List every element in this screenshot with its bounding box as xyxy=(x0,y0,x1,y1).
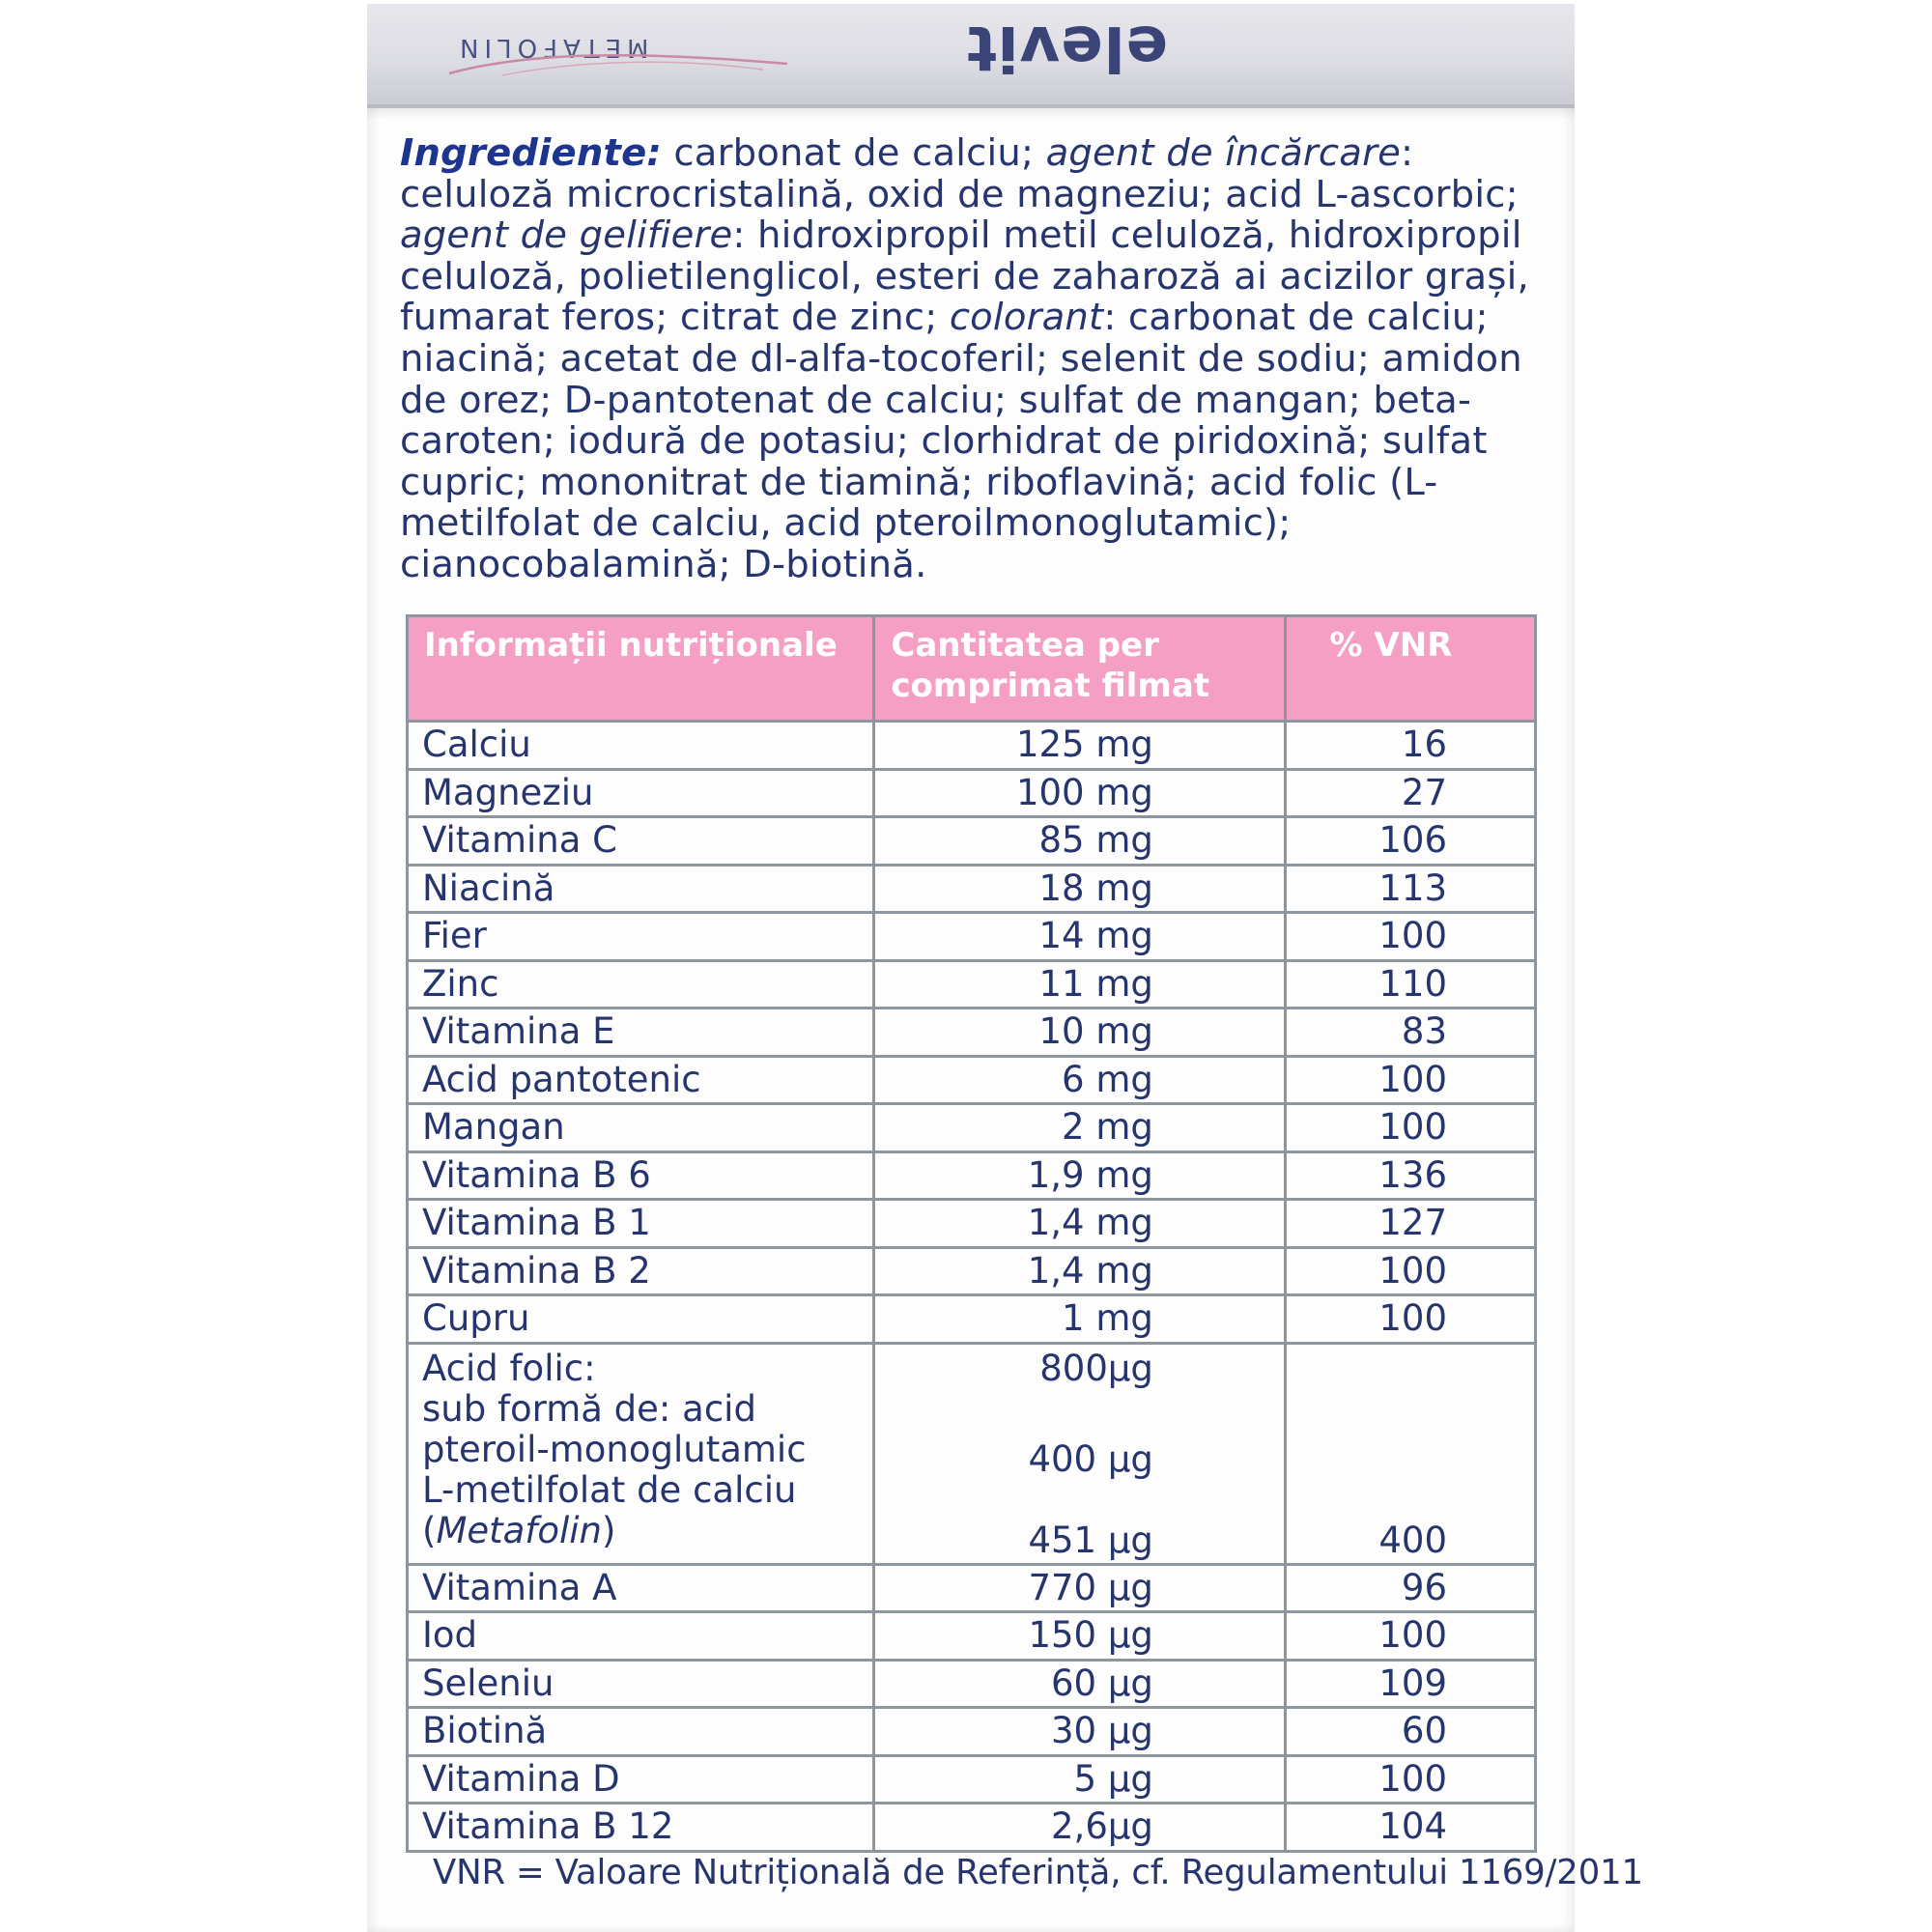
table-row xyxy=(408,1104,1536,1152)
ingredient-list-text: : carbonat de calciu; niacină; acetat de dl-alfa-tocoferil; selenit de sodiu; amidon de orez; D-pantotenat de calciu; sulfat de mangan; beta-caroten; iodură de potasiu; clorhidrat de piridoxină; sulfat cupric; mononitrat de tiamină; riboflavină; acid folic (L-metilfolat de calciu, acid pteroilmonoglutamic); cianocobalamină; D-biotină. xyxy=(400,296,1522,586)
nutrient-amount: 2 mg xyxy=(874,1104,1286,1152)
table-row-folic-acid xyxy=(408,1343,1536,1564)
nutrient-amount: 1,4 mg xyxy=(874,1200,1286,1248)
nutrient-name: Iod xyxy=(408,1612,874,1661)
nutrient-amount: 14 mg xyxy=(874,913,1286,961)
table-body-folic xyxy=(408,1343,1536,1564)
table-row xyxy=(408,1804,1536,1852)
table-row xyxy=(408,1295,1536,1344)
nutrient-pct-vnr: 136 xyxy=(1285,1151,1535,1200)
nutrient-pct-vnr: 110 xyxy=(1285,960,1535,1009)
folic-total-amount: 800µg xyxy=(1039,1347,1153,1389)
nutrient-name: Niacină xyxy=(408,865,874,913)
nutrient-name: Biotină xyxy=(408,1708,874,1756)
ingredient-list-text: : celuloză microcristalină, oxid de magneziu; acid L-ascorbic; xyxy=(400,131,1519,216)
nutrient-amount: 770 µg xyxy=(874,1564,1286,1612)
table-header-row xyxy=(408,616,1536,722)
ingredients-text xyxy=(400,133,1549,586)
table-row xyxy=(408,1247,1536,1295)
table-row xyxy=(408,1151,1536,1200)
nutrient-name: Vitamina B 12 xyxy=(408,1804,874,1852)
flap-shadow xyxy=(367,104,1575,120)
nutrient-amount: 30 µg xyxy=(874,1708,1286,1756)
folic-metafolin-amount: 451 µg xyxy=(1028,1519,1153,1561)
nutrition-table xyxy=(406,614,1537,1853)
nutrient-amount: 11 mg xyxy=(874,960,1286,1009)
nutrient-pct-vnr: 100 xyxy=(1285,1295,1535,1344)
nutrient-pct-vnr: 100 xyxy=(1285,1612,1535,1661)
nutrient-name: Cupru xyxy=(408,1295,874,1344)
nutrient-name: Vitamina B 1 xyxy=(408,1200,874,1248)
nutrient-amount: 1,9 mg xyxy=(874,1151,1286,1200)
ingredient-category: agent de gelifiere xyxy=(400,213,733,258)
nutrient-amount: 150 µg xyxy=(874,1612,1286,1661)
nutrient-pct-vnr: 96 xyxy=(1285,1564,1535,1612)
table-row xyxy=(408,769,1536,817)
nutrient-name: Zinc xyxy=(408,960,874,1009)
nutrient-amount: 125 mg xyxy=(874,722,1286,770)
folic-pteroil-label: pteroil-monoglutamic xyxy=(422,1428,807,1470)
header-pct-vnr: % VNR xyxy=(1285,616,1535,722)
nutrient-name: Calciu xyxy=(408,722,874,770)
nutrient-pct-vnr: 27 xyxy=(1285,769,1535,817)
table-row xyxy=(408,865,1536,913)
folic-name-cell xyxy=(408,1343,874,1564)
ingredient-list-text: : hidroxipropil metil celuloză, hidroxipropil celuloză, polietilenglicol, esteri de zaharoză ai acizilor grași, fumarat feros; citrat de zinc; xyxy=(400,213,1529,340)
nutrient-pct-vnr: 106 xyxy=(1285,817,1535,866)
table-row xyxy=(408,1564,1536,1612)
nutrient-pct-vnr: 60 xyxy=(1285,1708,1535,1756)
table-row xyxy=(408,817,1536,866)
table-row xyxy=(408,1755,1536,1804)
nutrient-pct-vnr: 127 xyxy=(1285,1200,1535,1248)
table-row xyxy=(408,722,1536,770)
table-body-bottom xyxy=(408,1564,1536,1851)
folic-form-label: sub formă de: acid xyxy=(422,1387,756,1430)
folic-metilfolat-label: L-metilfolat de calciu xyxy=(422,1468,797,1511)
nutrient-pct-vnr: 100 xyxy=(1285,1104,1535,1152)
nutrient-pct-vnr: 100 xyxy=(1285,1247,1535,1295)
ingredient-category: colorant xyxy=(949,296,1104,340)
nutrient-pct-vnr: 16 xyxy=(1285,722,1535,770)
nutrient-pct-vnr: 113 xyxy=(1285,865,1535,913)
folic-metafolin-label: (Metafolin) xyxy=(422,1509,616,1551)
nutrient-amount: 10 mg xyxy=(874,1009,1286,1057)
nutrient-amount: 6 mg xyxy=(874,1056,1286,1104)
nutrient-name: Vitamina C xyxy=(408,817,874,866)
table-row xyxy=(408,1612,1536,1661)
folic-amount-cell xyxy=(874,1343,1286,1564)
vnr-footnote: VNR = Valoare Nutrițională de Referință, cf. Regulamentului 1169/2011 xyxy=(433,1853,1643,1892)
nutrient-pct-vnr: 100 xyxy=(1285,1755,1535,1804)
nutrient-amount: 18 mg xyxy=(874,865,1286,913)
folic-pct-cell: 400 xyxy=(1285,1343,1535,1564)
table-row xyxy=(408,1200,1536,1248)
nutrient-name: Fier xyxy=(408,913,874,961)
ingredients-body xyxy=(400,131,1529,586)
table-row xyxy=(408,1660,1536,1708)
ingredient-list-text: carbonat de calciu; xyxy=(661,131,1046,175)
nutrient-amount: 1 mg xyxy=(874,1295,1286,1344)
table-body-top xyxy=(408,722,1536,1344)
nutrient-pct-vnr: 83 xyxy=(1285,1009,1535,1057)
nutrient-amount: 2,6µg xyxy=(874,1804,1286,1852)
nutrient-name: Vitamina A xyxy=(408,1564,874,1612)
sub-brand-logo: METAFOLIN xyxy=(454,33,649,62)
nutrient-pct-vnr: 100 xyxy=(1285,913,1535,961)
table-row xyxy=(408,1056,1536,1104)
ingredients-label: Ingrediente: xyxy=(400,131,662,175)
folic-label: Acid folic: xyxy=(422,1347,596,1389)
package-top-flap xyxy=(367,4,1575,108)
nutrient-name: Vitamina E xyxy=(408,1009,874,1057)
nutrient-name: Vitamina B 6 xyxy=(408,1151,874,1200)
table-row xyxy=(408,960,1536,1009)
nutrient-name: Vitamina D xyxy=(408,1755,874,1804)
nutrient-pct-vnr: 109 xyxy=(1285,1660,1535,1708)
table-row xyxy=(408,1708,1536,1756)
nutrient-name: Mangan xyxy=(408,1104,874,1152)
nutrient-name: Magneziu xyxy=(408,769,874,817)
nutrient-name: Acid pantotenic xyxy=(408,1056,874,1104)
folic-pteroil-amount: 400 µg xyxy=(1028,1437,1153,1480)
header-nutrition-info: Informații nutriționale xyxy=(408,616,874,722)
nutrient-amount: 85 mg xyxy=(874,817,1286,866)
nutrient-amount: 100 mg xyxy=(874,769,1286,817)
header-amount: Cantitatea per comprimat filmat xyxy=(874,616,1286,722)
nutrient-name: Seleniu xyxy=(408,1660,874,1708)
nutrient-pct-vnr: 100 xyxy=(1285,1056,1535,1104)
table-row xyxy=(408,1009,1536,1057)
nutrient-name: Vitamina B 2 xyxy=(408,1247,874,1295)
nutrient-amount: 60 µg xyxy=(874,1660,1286,1708)
table-row xyxy=(408,913,1536,961)
brand-logo: elevit xyxy=(966,12,1168,83)
swirl-icon xyxy=(444,46,792,79)
nutrient-pct-vnr: 104 xyxy=(1285,1804,1535,1852)
ingredient-category: agent de încărcare xyxy=(1045,131,1402,175)
nutrient-amount: 1,4 mg xyxy=(874,1247,1286,1295)
nutrient-amount: 5 µg xyxy=(874,1755,1286,1804)
